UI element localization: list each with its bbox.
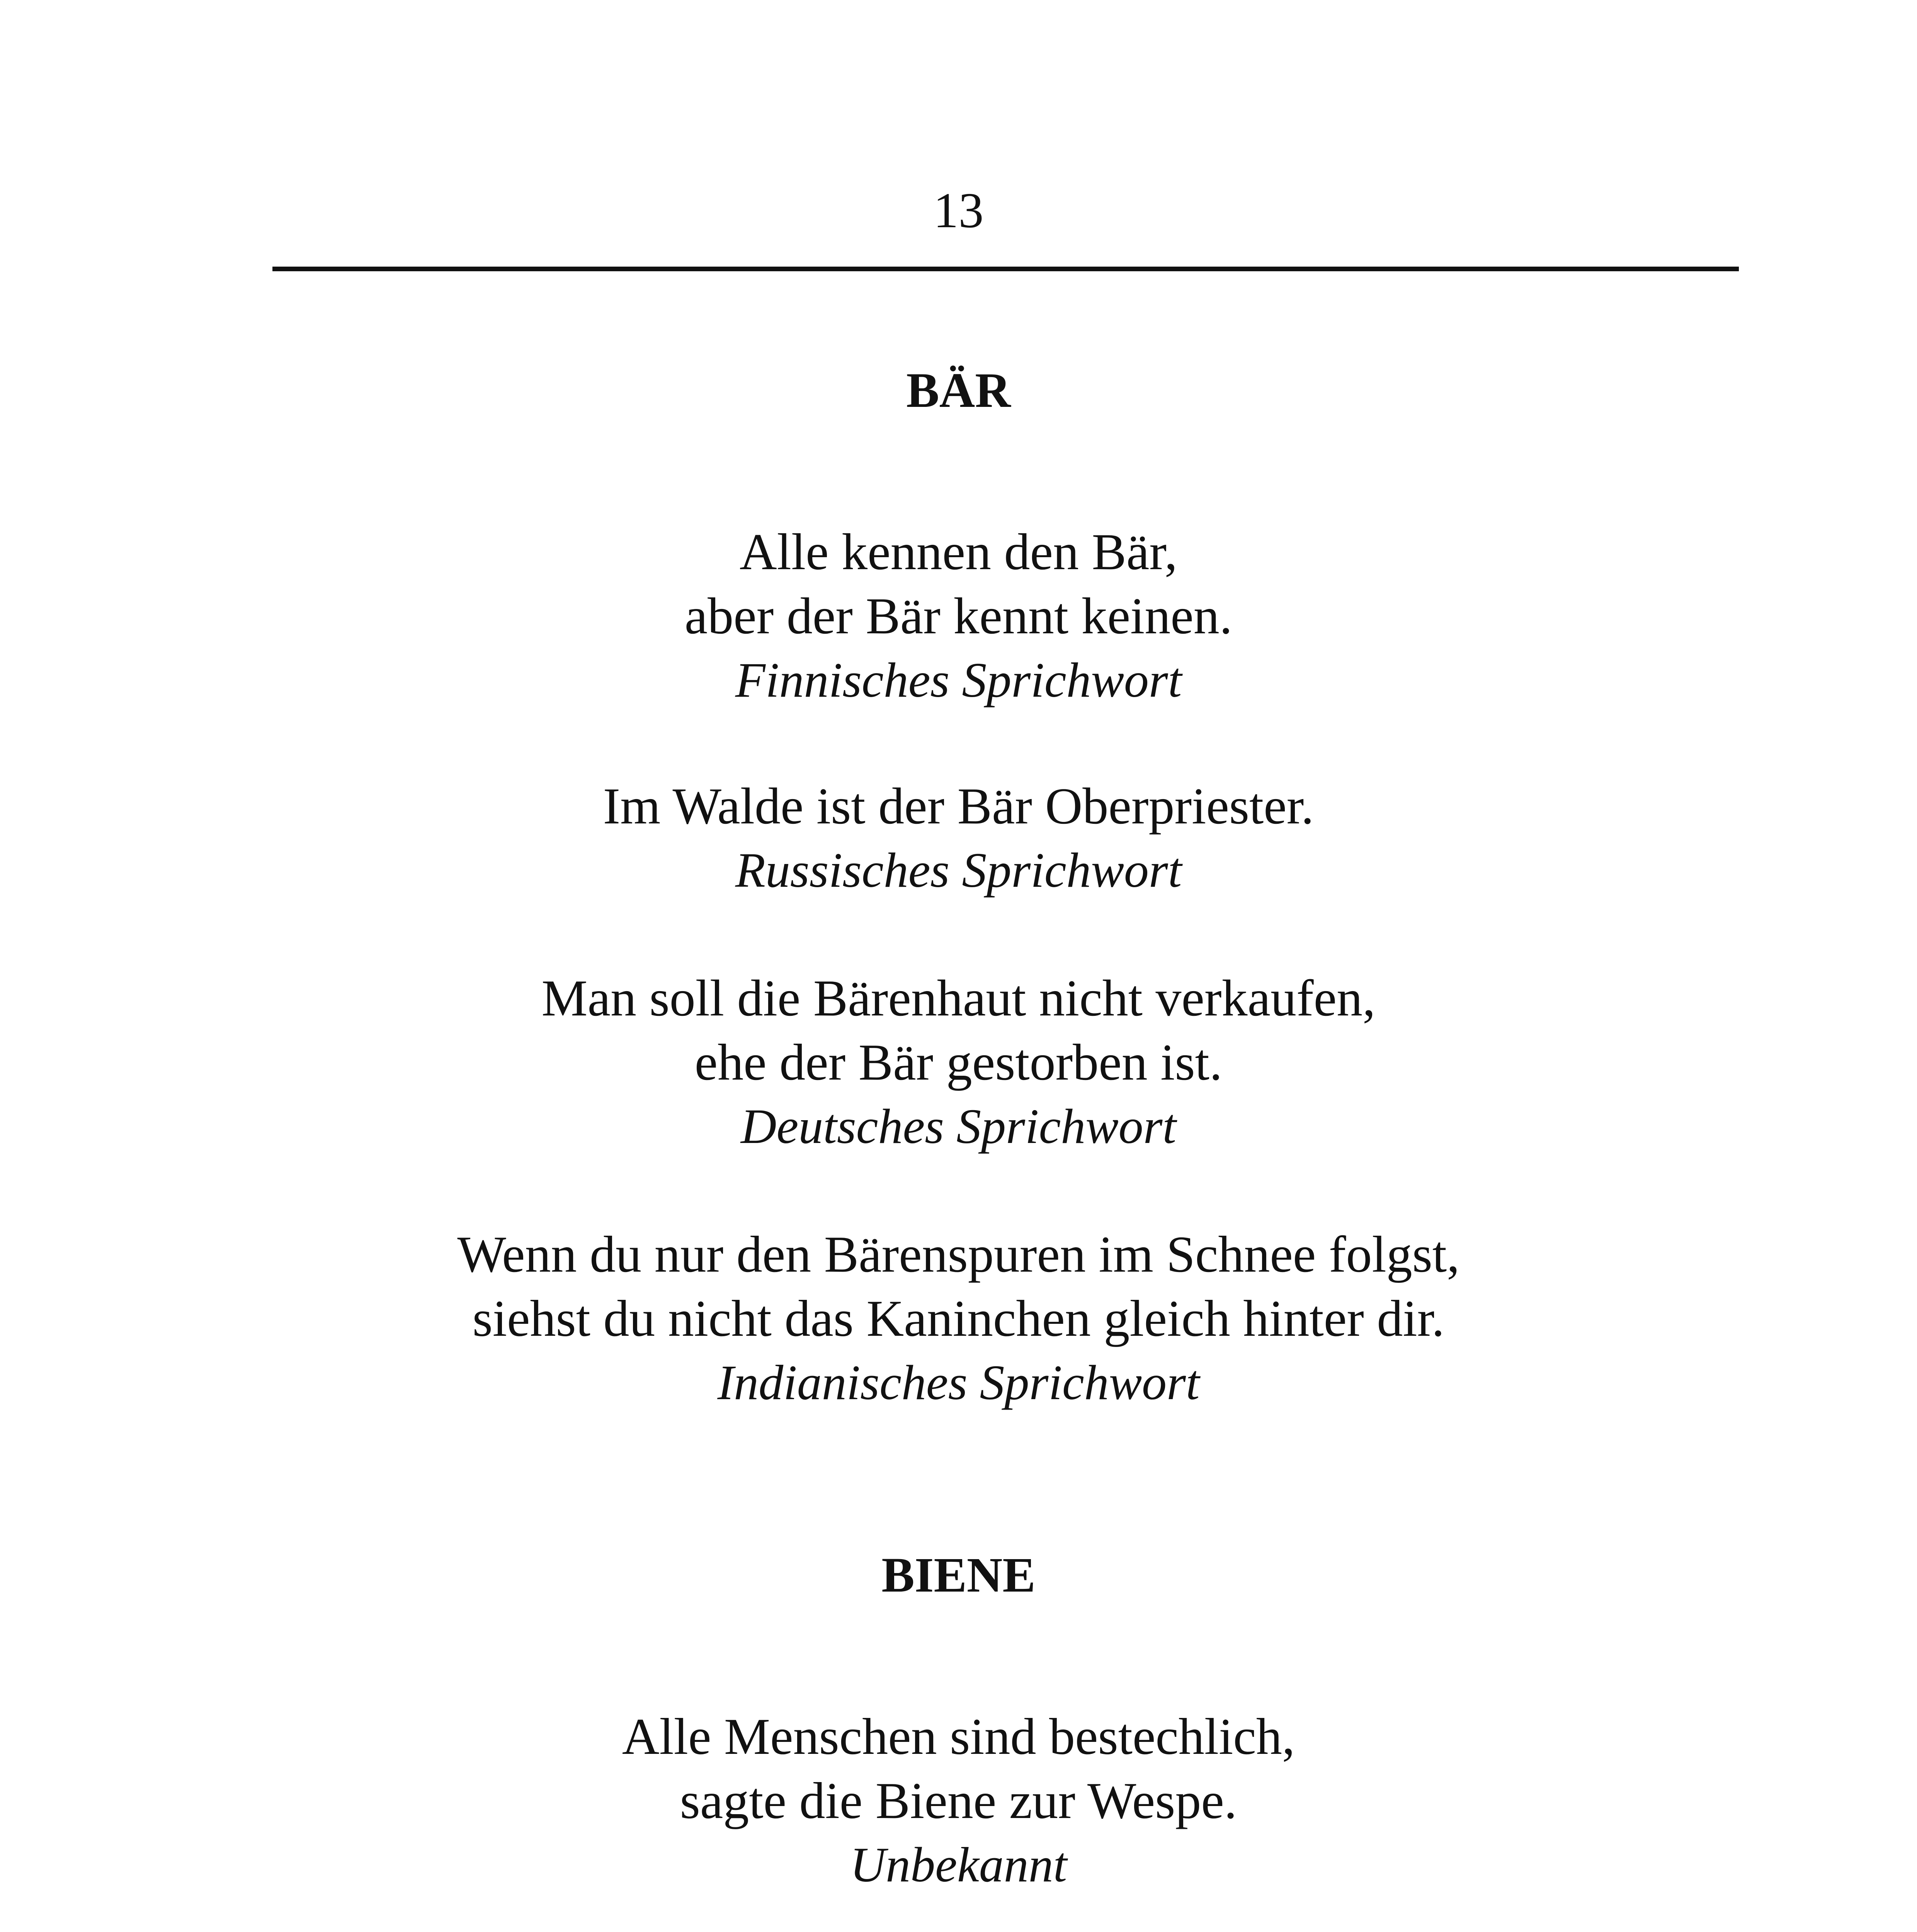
quote-source: Indianisches Sprichwort: [717, 1355, 1200, 1410]
section-title-biene: BIENE: [881, 1548, 1036, 1602]
quote-line: Wenn du nur den Bärenspuren im Schnee folgst,: [457, 1226, 1460, 1283]
header-rule: [272, 267, 1739, 271]
page-number: 13: [933, 183, 984, 238]
quote-line: sagte die Biene zur Wespe.: [680, 1772, 1237, 1829]
quote: [0, 520, 1917, 712]
quote-line: siehst du nicht das Kaninchen gleich hinter dir.: [472, 1290, 1445, 1347]
quote: [0, 1704, 1917, 1897]
quote: [0, 966, 1917, 1158]
quote-source: Unbekannt: [850, 1837, 1067, 1892]
section-title-baer: BÄR: [906, 363, 1011, 418]
quote-source: Deutsches Sprichwort: [741, 1099, 1176, 1154]
quote-line: Alle kennen den Bär,: [739, 523, 1178, 580]
page-content: [0, 357, 1917, 1932]
quote-line: Im Walde ist der Bär Oberpriester.: [603, 777, 1314, 835]
quote-source: Russisches Sprichwort: [735, 843, 1182, 898]
quote: [0, 1222, 1917, 1415]
quote-line: Man soll die Bärenhaut nicht verkaufen,: [541, 969, 1376, 1027]
quote-source: Finnisches Sprichwort: [735, 653, 1182, 707]
quote-line: aber der Bär kennt keinen.: [684, 587, 1233, 645]
quote-line: ehe der Bär gestorben ist.: [694, 1034, 1223, 1091]
quote: [0, 774, 1917, 902]
quote-line: Alle Menschen sind bestechlich,: [622, 1708, 1295, 1765]
